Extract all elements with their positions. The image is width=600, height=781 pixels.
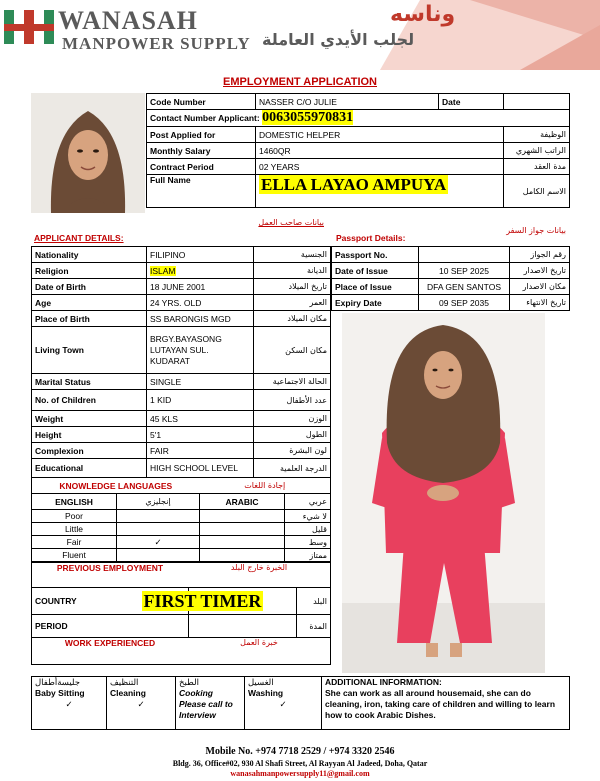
issue-date-label-ar: تاريخ الاصدار bbox=[510, 263, 570, 279]
passport-no-label-ar: رقم الجواز bbox=[510, 247, 570, 263]
education-value: HIGH SCHOOL LEVEL bbox=[147, 459, 254, 478]
level-label: Poor bbox=[32, 510, 117, 523]
english-label-ar: إنجليزي bbox=[117, 494, 200, 510]
contract-label-ar: مدة العقد bbox=[504, 159, 570, 175]
skill-check: ✓ bbox=[137, 699, 145, 709]
issue-place-label: Place of Issue bbox=[332, 279, 419, 295]
skill-baby-sitting bbox=[32, 677, 107, 730]
complexion-label-ar: لون البشرة bbox=[254, 443, 331, 459]
table-row bbox=[32, 295, 331, 311]
marital-label: Marital Status bbox=[32, 374, 147, 390]
living-town-label-ar: مكان السكن bbox=[254, 327, 331, 374]
weight-label: Weight bbox=[32, 411, 147, 427]
table-row bbox=[32, 536, 331, 549]
previous-employment-heading: PREVIOUS EMPLOYMENT bbox=[32, 563, 189, 588]
previous-employment-heading-ar: الخبرة خارج البلد bbox=[188, 563, 331, 588]
contact-label: Contact Number Applicant: bbox=[150, 113, 260, 123]
work-experienced-heading-ar: خبرة العمل bbox=[188, 638, 331, 665]
skill-label: Baby Sitting bbox=[35, 688, 85, 698]
skill-note: Interview bbox=[179, 710, 216, 720]
name-value: ELLA LAYAO AMPUYA bbox=[261, 175, 447, 194]
employment-table bbox=[31, 562, 331, 665]
languages-heading-ar: إجادة اللغات bbox=[200, 478, 331, 494]
nationality-value: FILIPINO bbox=[147, 247, 254, 263]
post-label: Post Applied for bbox=[147, 127, 256, 143]
table-row bbox=[32, 411, 331, 427]
height-label: Height bbox=[32, 427, 147, 443]
dob-label: Date of Birth bbox=[32, 279, 147, 295]
date-value bbox=[504, 94, 570, 110]
complexion-value: FAIR bbox=[147, 443, 254, 459]
skill-note: Cooking bbox=[179, 688, 213, 698]
nationality-label: Nationality bbox=[32, 247, 147, 263]
applicant-details-heading-ar: بيانات صاحب العمل bbox=[258, 218, 324, 227]
skill-label: Washing bbox=[248, 688, 284, 698]
issue-date-label: Date of Issue bbox=[332, 263, 419, 279]
date-label: Date bbox=[439, 94, 504, 110]
english-label: ENGLISH bbox=[32, 494, 117, 510]
expiry-label: Expiry Date bbox=[332, 295, 419, 311]
applicant-details-heading: APPLICANT DETAILS: bbox=[34, 233, 124, 243]
height-value: 5'1 bbox=[147, 427, 254, 443]
salary-label: Monthly Salary bbox=[147, 143, 256, 159]
additional-info-heading: ADDITIONAL INFORMATION: bbox=[325, 677, 442, 687]
arabic-label-ar: عربي bbox=[285, 494, 331, 510]
skill-note: Please call to bbox=[179, 699, 233, 709]
contract-label: Contract Period bbox=[147, 159, 256, 175]
table-row bbox=[332, 279, 570, 295]
age-value: 24 YRS. OLD bbox=[147, 295, 254, 311]
table-row bbox=[332, 263, 570, 279]
skill-cooking bbox=[176, 677, 245, 730]
name-cell bbox=[256, 175, 504, 208]
country-cell bbox=[143, 588, 297, 615]
table-row bbox=[32, 443, 331, 459]
skill-label-ar: الطبخ bbox=[179, 677, 199, 687]
living-town-line: BRGY.BAYASONG bbox=[150, 333, 222, 344]
table-row bbox=[332, 295, 570, 311]
religion-value: ISLAM bbox=[150, 265, 176, 276]
level-label-ar: لا شيء bbox=[285, 510, 331, 523]
name-label: Full Name bbox=[147, 175, 256, 208]
salary-label-ar: الراتب الشهري bbox=[504, 143, 570, 159]
additional-info-text: She can work as all around housemaid, she can do cleaning, iron, taking care of children and willing to learn how to cook Arabic Dishes. bbox=[325, 688, 556, 720]
footer-address: Bldg. 36, Office#02, 930 Al Shafi Street, Al Rayyan Al Jadeed, Doha, Qatar bbox=[172, 759, 428, 768]
table-row bbox=[332, 247, 570, 263]
children-value: 1 KID bbox=[147, 390, 254, 411]
passport-no-label: Passport No. bbox=[332, 247, 419, 263]
skill-label-ar: جليسةأطفال bbox=[35, 677, 80, 687]
table-row bbox=[32, 427, 331, 443]
languages-table bbox=[31, 477, 331, 562]
code-value: NASSER C/O JULIE bbox=[256, 94, 439, 110]
table-row bbox=[32, 390, 331, 411]
religion-label-ar: الديانة bbox=[254, 263, 331, 279]
table-row bbox=[32, 279, 331, 295]
languages-heading: KNOWLEDGE LANGUAGES bbox=[32, 478, 200, 494]
skill-check: ✓ bbox=[279, 699, 287, 709]
footer-email[interactable]: wanasahmanpowersupply11@gmail.com bbox=[230, 769, 370, 778]
skill-cleaning bbox=[107, 677, 176, 730]
level-label-ar: قليل bbox=[285, 523, 331, 536]
salary-value: 1460QR bbox=[256, 143, 504, 159]
country-label-ar: البلد bbox=[297, 588, 331, 615]
contact-value: 0063055970831 bbox=[262, 110, 354, 125]
level-label: Little bbox=[32, 523, 117, 536]
page-title: EMPLOYMENT APPLICATION bbox=[223, 76, 377, 88]
living-town-value bbox=[147, 327, 254, 374]
passport-table bbox=[331, 246, 570, 311]
living-town-line: KUDARAT bbox=[150, 355, 190, 366]
table-row bbox=[32, 311, 331, 327]
skill-label: Cleaning bbox=[110, 688, 146, 698]
skill-label-ar: الغسيل bbox=[248, 677, 274, 687]
issue-date-value: 10 SEP 2025 bbox=[419, 263, 510, 279]
religion-label: Religion bbox=[32, 263, 147, 279]
table-row bbox=[32, 459, 331, 478]
pob-value: SS BARONGIS MGD bbox=[147, 311, 254, 327]
level-label-ar: وسط bbox=[285, 536, 331, 549]
name-label-ar: الاسم الكامل bbox=[504, 175, 570, 208]
skill-washing bbox=[245, 677, 322, 730]
education-label: Educational bbox=[32, 459, 147, 478]
arabic-check bbox=[200, 536, 285, 549]
english-check bbox=[117, 523, 200, 536]
skill-check: ✓ bbox=[65, 699, 73, 709]
children-label: No. of Children bbox=[32, 390, 147, 411]
english-check: ✓ bbox=[117, 536, 200, 549]
passport-no-value bbox=[419, 247, 510, 263]
dob-value: 18 JUNE 2001 bbox=[147, 279, 254, 295]
period-label: PERIOD bbox=[32, 615, 189, 638]
passport-details-heading-ar: بيانات جواز السفر bbox=[506, 226, 566, 235]
additional-info bbox=[322, 677, 570, 730]
table-row bbox=[32, 549, 331, 562]
nationality-label-ar: الجنسية bbox=[254, 247, 331, 263]
period-value bbox=[188, 615, 297, 638]
company-subtitle-ar: لجلب الأيدي العاملة bbox=[262, 30, 415, 49]
work-experienced-heading: WORK EXPERIENCED bbox=[32, 638, 189, 665]
issue-place-value: DFA GEN SANTOS bbox=[419, 279, 510, 295]
table-row bbox=[32, 523, 331, 536]
table-row bbox=[32, 263, 331, 279]
arabic-label: ARABIC bbox=[200, 494, 285, 510]
living-town-label: Living Town bbox=[32, 327, 147, 374]
weight-value: 45 KLS bbox=[147, 411, 254, 427]
period-label-ar: المدة bbox=[297, 615, 331, 638]
marital-value: SINGLE bbox=[147, 374, 254, 390]
marital-label-ar: الحالة الاجتماعية bbox=[254, 374, 331, 390]
passport-details-heading: Passport Details: bbox=[336, 233, 406, 243]
company-name: WANASAH bbox=[58, 6, 198, 35]
contract-value: 02 YEARS bbox=[256, 159, 504, 175]
living-town-line: LUTAYAN SUL. bbox=[150, 344, 209, 355]
arabic-check bbox=[200, 510, 285, 523]
logo-icon bbox=[4, 8, 56, 46]
level-label: Fair bbox=[32, 536, 117, 549]
top-info-table bbox=[146, 93, 570, 208]
applicant-full-photo bbox=[342, 313, 545, 673]
expiry-value: 09 SEP 2035 bbox=[419, 295, 510, 311]
arabic-check bbox=[200, 549, 285, 562]
skill-label-ar: التنظيف bbox=[110, 677, 139, 687]
skills-table bbox=[31, 676, 570, 730]
complexion-label: Complexion bbox=[32, 443, 147, 459]
level-label: Fluent bbox=[32, 549, 117, 562]
expiry-label-ar: تاريخ الانتهاء bbox=[510, 295, 570, 311]
company-subtitle: MANPOWER SUPPLY bbox=[62, 34, 251, 53]
level-label-ar: ممتاز bbox=[285, 549, 331, 562]
contact-row bbox=[147, 110, 570, 127]
applicant-table bbox=[31, 246, 331, 478]
code-label: Code Number bbox=[147, 94, 256, 110]
religion-cell bbox=[147, 263, 254, 279]
table-row bbox=[32, 510, 331, 523]
children-label-ar: عدد الأطفال bbox=[254, 390, 331, 411]
age-label: Age bbox=[32, 295, 147, 311]
table-row bbox=[32, 327, 331, 374]
footer-mobile: Mobile No. +974 7718 2529 / +974 3320 2546 bbox=[205, 746, 395, 757]
dob-label-ar: تاريخ الميلاد bbox=[254, 279, 331, 295]
arabic-check bbox=[200, 523, 285, 536]
english-check bbox=[117, 510, 200, 523]
applicant-headshot bbox=[31, 93, 145, 213]
issue-place-label-ar: مكان الاصدار bbox=[510, 279, 570, 295]
english-check bbox=[117, 549, 200, 562]
age-label-ar: العمر bbox=[254, 295, 331, 311]
table-row bbox=[32, 374, 331, 390]
pob-label: Place of Birth bbox=[32, 311, 147, 327]
post-label-ar: الوظيفة bbox=[504, 127, 570, 143]
weight-label-ar: الوزن bbox=[254, 411, 331, 427]
education-label-ar: الدرجة العلمية bbox=[254, 459, 331, 478]
table-row bbox=[32, 247, 331, 263]
country-value: FIRST TIMER bbox=[143, 590, 262, 611]
company-name-ar: وناسه bbox=[390, 2, 456, 27]
post-value: DOMESTIC HELPER bbox=[256, 127, 504, 143]
country-label: COUNTRY bbox=[32, 588, 189, 615]
height-label-ar: الطول bbox=[254, 427, 331, 443]
pob-label-ar: مكان الميلاد bbox=[254, 311, 331, 327]
